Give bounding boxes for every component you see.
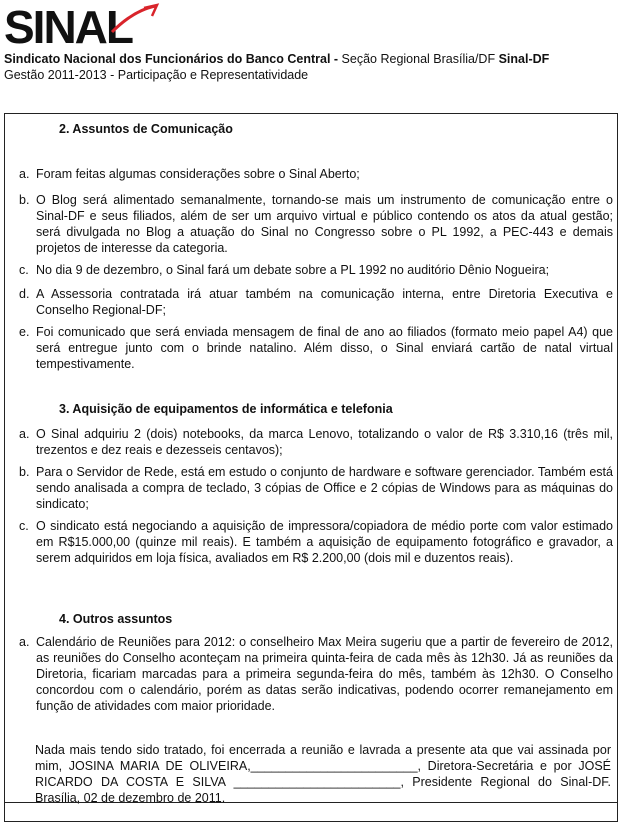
list-item bbox=[19, 286, 613, 318]
item-text: Foi comunicado que será enviada mensagem de final de ano ao filiados (formato meio papel A4) que será entregue junto com o brinde natalino. Além disso, o Sinal enviará cartão de natal virtual tempestivamente. bbox=[36, 325, 613, 371]
item-text: Foram feitas algumas considerações sobre o Sinal Aberto; bbox=[36, 167, 360, 181]
sinal-logo bbox=[4, 2, 164, 52]
item-text: O Blog será alimentado semanalmente, tornando-se mais um instrumento de comunicação entre o Sinal-DF e seus filiados, além de ser um arquivo virtual e público contendo os atos da atual gestão; será divulgada no Blog a atuação do Sinal no Congresso sobre o PL 1992, a PEC-443 e demais projetos de interesse da categoria. bbox=[36, 193, 613, 255]
logo-swoosh-icon bbox=[4, 2, 164, 52]
item-label: b. bbox=[19, 465, 30, 479]
section-title-equipment: 3. Aquisição de equipamentos de informática e telefonia bbox=[59, 402, 393, 416]
list-item bbox=[19, 192, 613, 256]
closing-paragraph: Nada mais tendo sido tratado, foi encerrada a reunião e lavrada a presente ata que vai assinada por mim, JOSINA MARIA DE OLIVEIRA,________________________, Diretora-Secretária e por JOSÉ RICARDO DA COSTA E SILVA ________________________, Presidente Regional do Sinal-DF. Brasília, 02 de dezembro de 2011. bbox=[35, 743, 611, 805]
item-label: a. bbox=[19, 427, 30, 441]
list-item bbox=[19, 518, 613, 566]
list-item bbox=[19, 262, 613, 278]
item-label: c. bbox=[19, 263, 29, 277]
item-label: c. bbox=[19, 519, 29, 533]
item-label: e. bbox=[19, 325, 30, 339]
item-text: O Sinal adquiriu 2 (dois) notebooks, da marca Lenovo, totalizando o valor de R$ 3.310,16 (três mil, trezentos e dez reais e dezesseis centavos); bbox=[36, 427, 613, 457]
org-subtitle: Gestão 2011-2013 - Participação e Representatividade bbox=[4, 68, 309, 82]
item-label: b. bbox=[19, 193, 30, 207]
item-label: a. bbox=[19, 635, 30, 649]
list-item bbox=[19, 464, 613, 512]
list-item bbox=[19, 634, 613, 714]
list-item bbox=[19, 166, 613, 182]
item-label: a. bbox=[19, 167, 30, 181]
org-section: Seção Regional Brasília/DF bbox=[338, 52, 499, 66]
logo-text: SINAL bbox=[4, 1, 132, 53]
item-text: No dia 9 de dezembro, o Sinal fará um debate sobre a PL 1992 no auditório Dênio Nogueira; bbox=[36, 263, 550, 277]
org-section-code: Sinal-DF bbox=[498, 52, 550, 66]
section-title-communication: 2. Assuntos de Comunicação bbox=[59, 122, 233, 136]
item-text: Para o Servidor de Rede, está em estudo o conjunto de hardware e software gerenciador. Também está sendo analisada a compra de teclado, 3 cópias de Office e 2 cópias de Windows para as máquinas do sindicato; bbox=[36, 465, 613, 511]
box-divider bbox=[5, 802, 617, 803]
item-text: A Assessoria contratada irá atuar também na comunicação interna, entre Diretoria Executiva e Conselho Regional-DF; bbox=[36, 287, 613, 317]
item-text: O sindicato está negociando a aquisição de impressora/copiadora de médio porte com valor estimado em R$15.000,00 (quinze mil reais). E também a aquisição de equipamento fotográfico e gravador, a serem adquiridos em loja física, avaliados em R$ 2.200,00 (dois mil e duzentos reais). bbox=[36, 519, 613, 565]
org-name: Sindicato Nacional dos Funcionários do Banco Central - bbox=[4, 52, 339, 66]
org-header bbox=[4, 52, 549, 66]
item-label: d. bbox=[19, 287, 30, 301]
item-text: Calendário de Reuniões para 2012: o conselheiro Max Meira sugeriu que a partir de fevereiro de 2012, as reuniões do Conselho aconteçam na primeira quinta-feira de cada mês às 12h30. Já as reuniões da Diretoria, ficariam marcadas para a primeira segunda-feira do mês, também às 12h30. O Conselho concordou com o calendário, porém as datas serão indicativas, podendo ocorrer remanejamento em função de atividades com maior prioridade. bbox=[36, 635, 613, 713]
section-title-other: 4. Outros assuntos bbox=[59, 612, 173, 626]
minutes-box bbox=[4, 113, 618, 822]
list-item bbox=[19, 426, 613, 458]
list-item bbox=[19, 324, 613, 372]
